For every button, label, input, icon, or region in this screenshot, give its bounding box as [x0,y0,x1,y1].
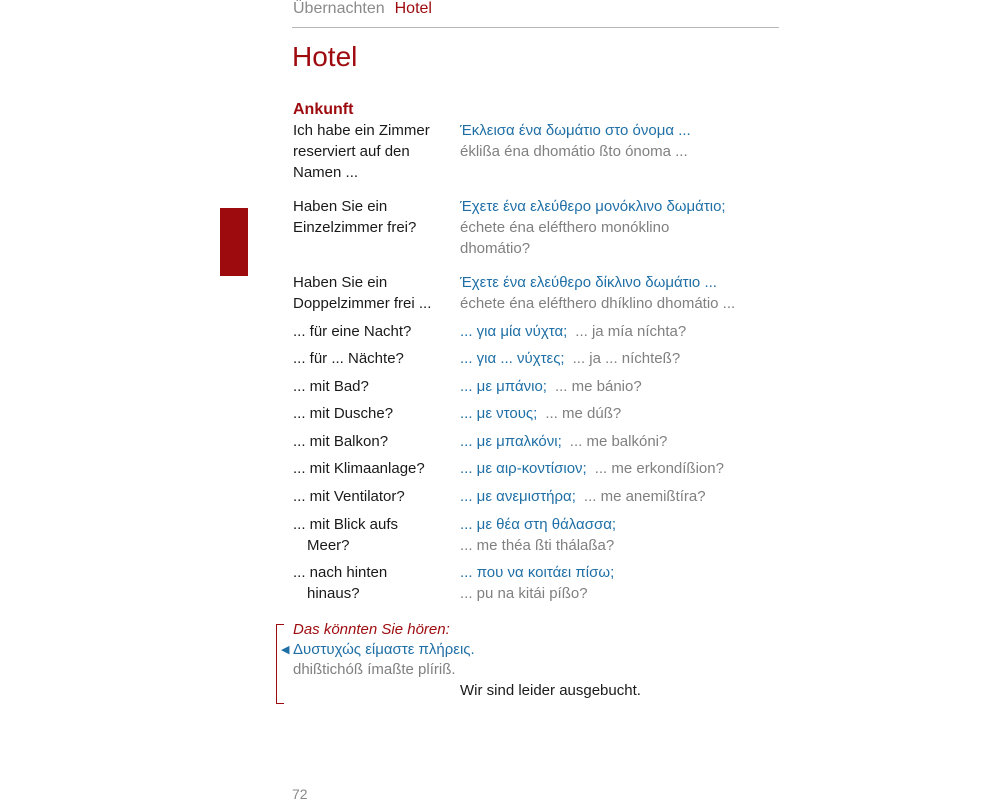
phrase-greek: ... για μία νύχτα; [460,323,568,340]
breadcrumb-section: Übernachten [293,0,385,17]
phrase-phonetic: ... ja mía níchta? [575,323,687,340]
phrase-greek-block [460,515,790,557]
breadcrumb-current: Hotel [394,0,432,17]
phrase-greek: ... με ντους; [460,405,538,422]
phrase-greek-block [460,563,790,605]
phrase-greek: Έχετε ένα ελεύθερο μονόκλινο δωμάτιο; [460,198,726,215]
phrase-german-line: Haben Sie ein [293,198,388,215]
phrase-german-line: ... nach hinten [293,564,388,581]
phrase-greek: Έχετε ένα ελεύθερο δίκλινο δωμάτιο ... [460,274,717,291]
phrase-phonetic: ... me bánio? [554,378,642,395]
phrase-german-line: Meer? [307,536,350,554]
phrase-german: ... mit Bad? [293,378,369,395]
hear-box-phonetic: dhißtichóß ímaßte plíriß. [293,661,456,678]
header-rule [292,27,779,28]
phrase-german-line: Ich habe ein Zimmer [293,122,430,139]
phrase-german-line: ... mit Blick aufs [293,516,399,533]
hear-box-greek: Δυστυχώς είμαστε πλήρεις. [293,641,475,658]
phrase-german-line: Haben Sie ein [293,274,388,291]
speaker-icon: ◀ [281,644,290,656]
phrase-german [293,515,453,557]
phrase-german: ... für ... Nächte? [293,350,404,367]
hear-box-title: Das könnten Sie hören: [293,621,450,638]
phrase-greek-block [460,322,790,343]
phrase-greek: Έκλεισα ένα δωμάτιο στο όνομα ... [460,122,691,139]
phrase-phonetic: échete éna eléfthero monóklino [460,218,670,236]
phrase-german [293,121,453,183]
phrase-german [293,197,453,239]
phrase-greek: ... με θέα στη θάλασσα; [460,516,617,533]
phrase-german: ... mit Ventilator? [293,488,405,505]
phrase-greek-block [460,404,790,425]
phrase-german: ... mit Balkon? [293,433,389,450]
phrase-phonetic: ... me théa ßti thálaßa? [460,536,615,554]
phrase-greek: ... που να κοιτάει πίσω; [460,564,615,581]
section-heading: Ankunft [293,101,354,118]
phrase-phonetic: ... me balkóni? [569,433,668,450]
phrase-phonetic: éklißa éna dhomátio ßto ónoma ... [460,142,688,160]
phrase-greek-block [460,197,790,259]
phrase-greek-block [460,459,790,480]
phrase-phonetic: ... me dúß? [545,405,622,422]
phrase-phonetic: ... me erkondíßion? [594,460,724,477]
phrase-german-line: hinaus? [307,584,360,602]
hear-box-bracket [276,624,284,704]
phrase-greek-block [460,349,790,370]
phrase-german: ... mit Klimaanlage? [293,460,425,477]
phrase-greek-block [460,273,790,315]
phrase-greek: ... με αιρ-κοντίσιον; [460,460,587,477]
phrase-german: ... mit Dusche? [293,405,394,422]
phrase-greek: ... με μπαλκόνι; [460,433,562,450]
phrase-german [293,273,453,315]
hear-box-german: Wir sind leider ausgebucht. [460,682,641,699]
phrase-german: ... für eine Nacht? [293,323,412,340]
phrase-german [293,563,453,605]
phrase-german-line: Einzelzimmer frei? [293,218,417,236]
phrase-greek: ... με ανεμιστήρα; [460,488,576,505]
phrase-german-line: Namen ... [293,163,359,181]
phrase-phonetic: ... me anemißtíra? [583,488,706,505]
phrase-greek-block [460,377,790,398]
phrase-greek-block [460,487,790,508]
phrase-german-line: Doppelzimmer frei ... [293,294,432,312]
phrase-greek: ... για ... νύχτες; [460,350,565,367]
phrase-greek: ... με μπάνιο; [460,378,547,395]
chapter-tab-marker [220,208,248,276]
phrase-phonetic: échete éna eléfthero dhíklino dhomátio ... [460,294,736,312]
phrase-greek-block [460,432,790,453]
breadcrumb [293,0,432,18]
phrase-greek-block [460,121,790,163]
phrase-german-line: reserviert auf den [293,142,410,160]
phrase-phonetic: ... pu na kitái píßo? [460,584,588,602]
page-number: 72 [292,786,308,802]
page-title: Hotel [292,41,358,72]
phrase-phonetic-cont: dhomátio? [460,239,531,257]
phrase-phonetic: ... ja ... níchteß? [572,350,681,367]
